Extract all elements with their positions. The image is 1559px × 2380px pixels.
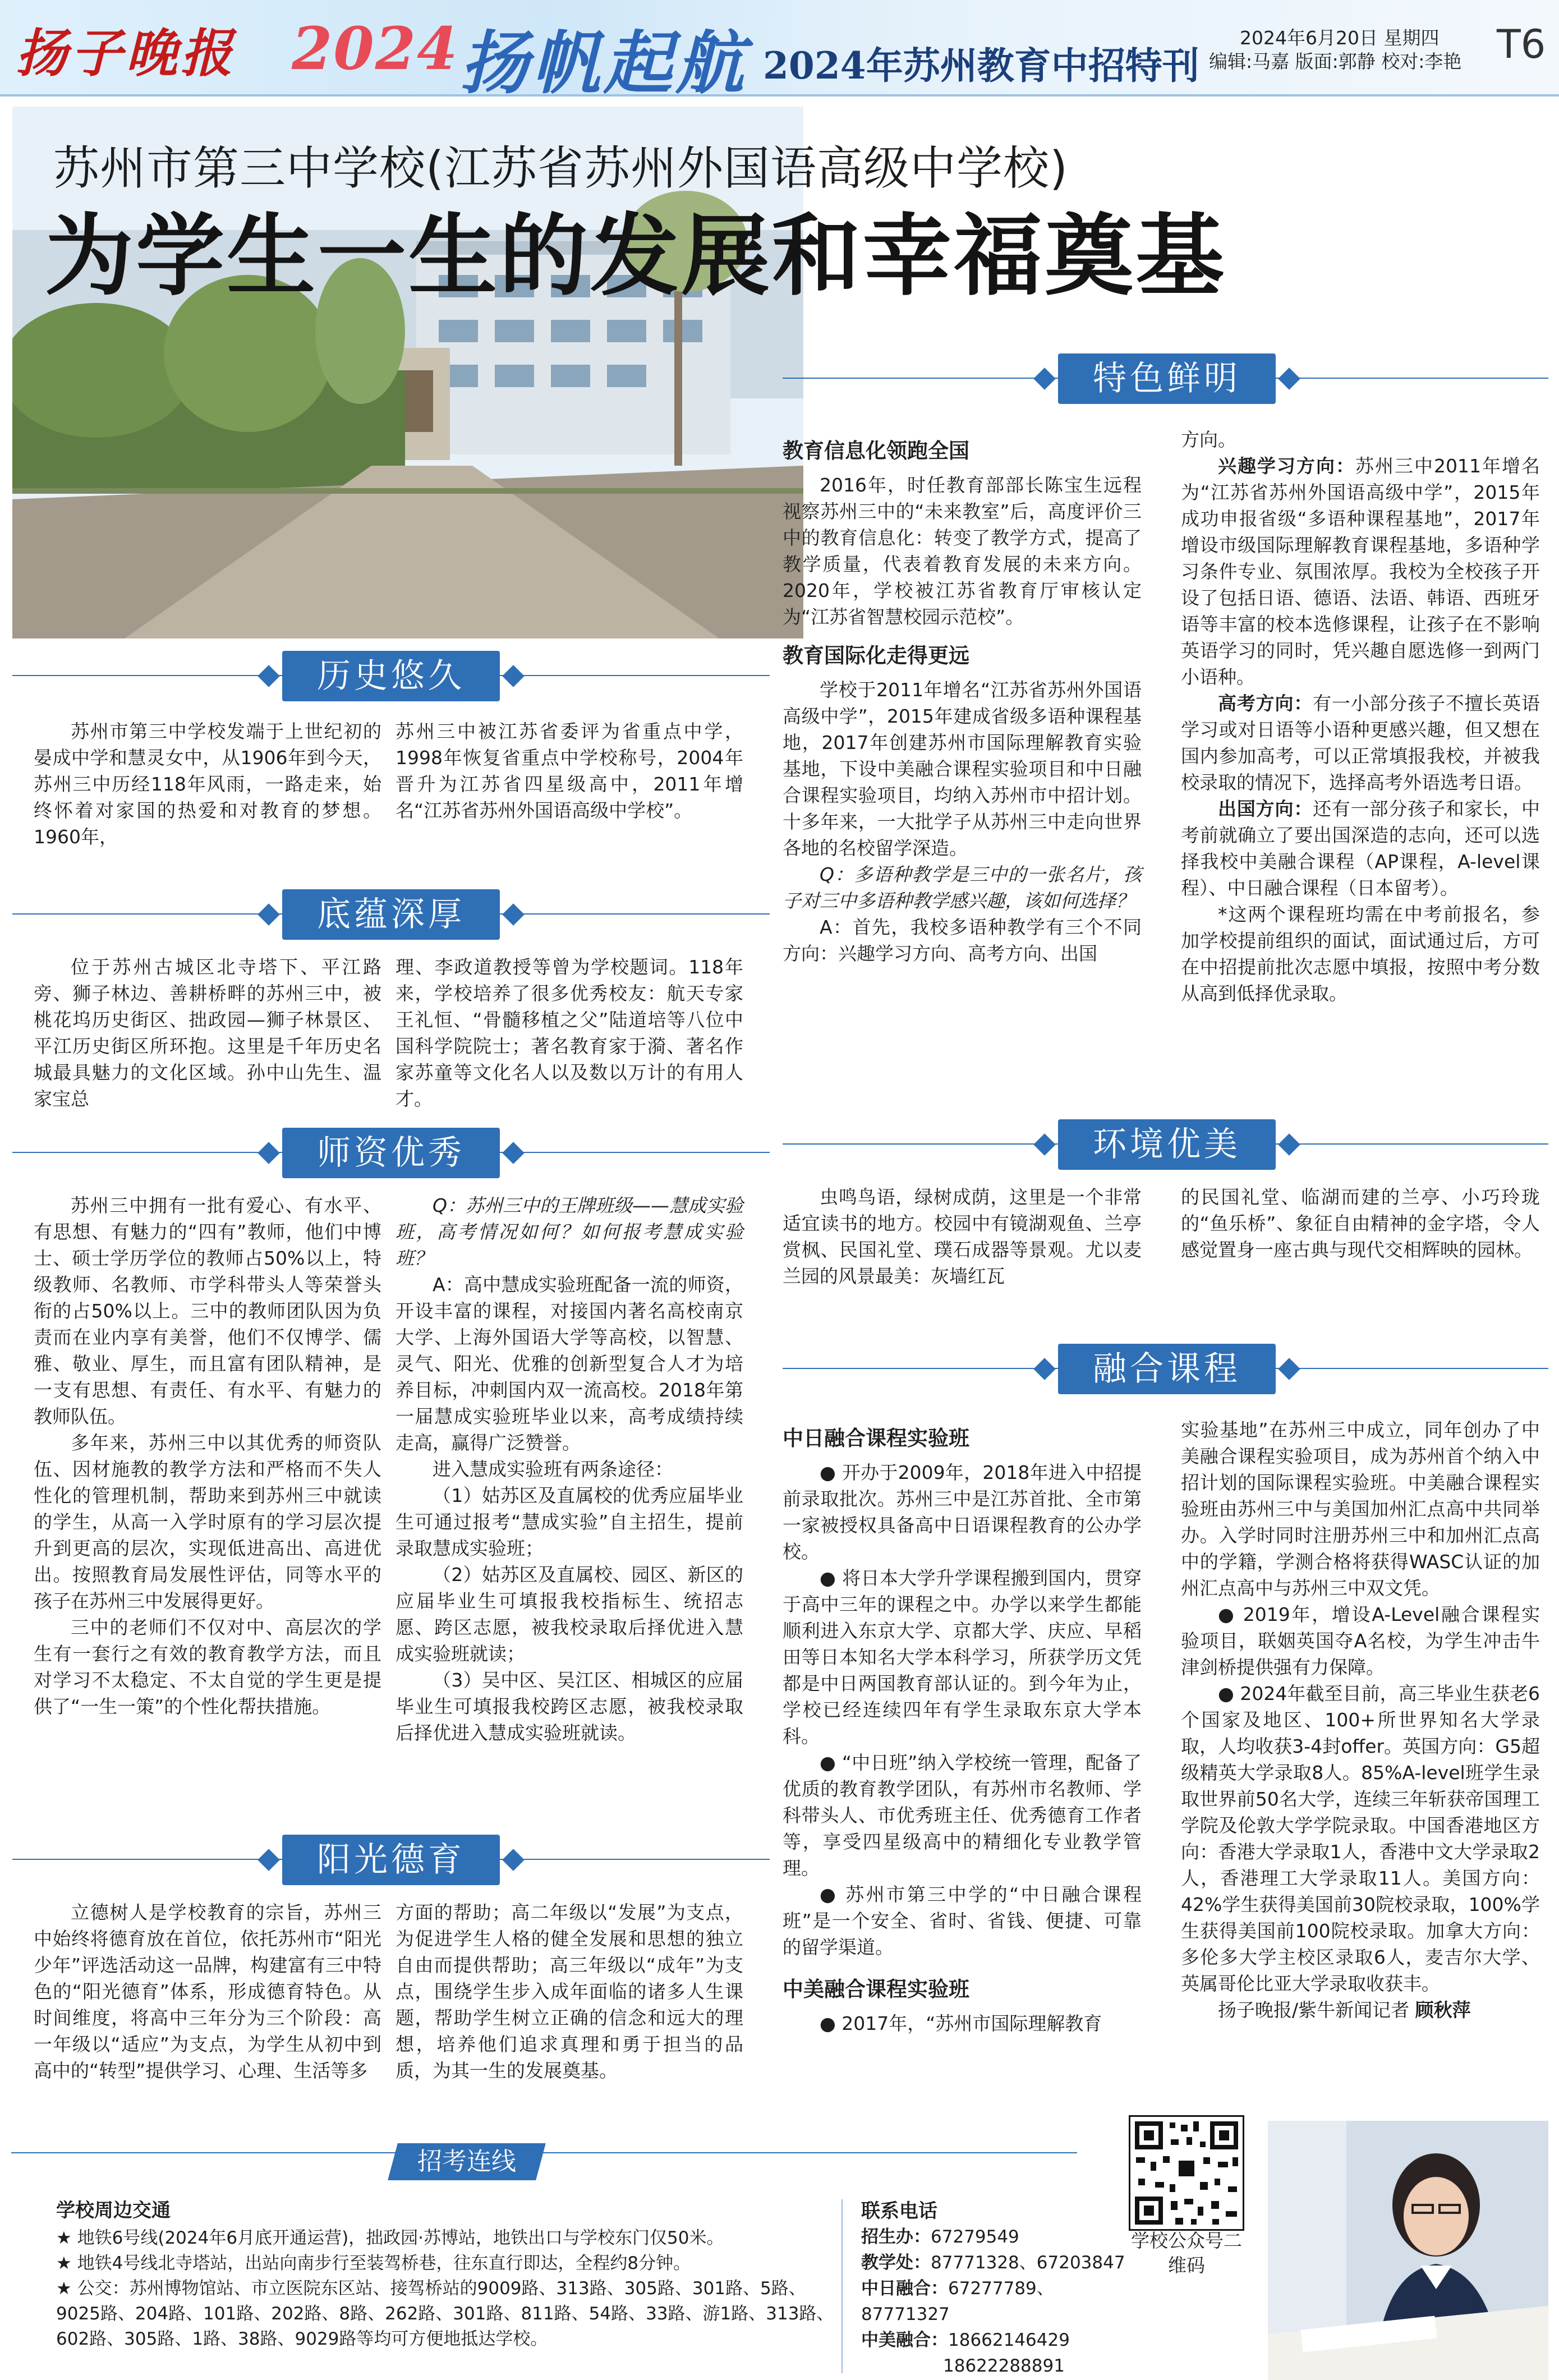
courses-bullet: ● 2017年，“苏州市国际理解教育 bbox=[820, 2013, 1102, 2034]
teachers-answer: 进入慧成实验班有两条途径： bbox=[433, 1458, 673, 1480]
byline bbox=[1181, 1997, 1540, 2023]
moral-column-1 bbox=[34, 1899, 381, 2084]
section-label-courses: 融合课程 bbox=[1058, 1344, 1276, 1394]
courses-column-2 bbox=[1181, 1417, 1540, 2023]
environment-column-1 bbox=[783, 1184, 1142, 1289]
environment-text-2: 的民国礼堂、临湖而建的兰亭、小巧玲珑的“鱼乐桥”、象征自由精神的金字塔，令人感觉置身一座古典与现代交相辉映的园林。 bbox=[1181, 1186, 1540, 1261]
diamond-icon bbox=[257, 903, 280, 926]
diamond-icon bbox=[1278, 367, 1300, 390]
masthead-divider bbox=[0, 94, 1559, 97]
direction-text: 方向。 bbox=[1181, 429, 1236, 451]
issue-date: 2024年6月20日 星期四 bbox=[1240, 27, 1440, 49]
courses-bullet: ● “中日班”纳入学校统一管理，配备了优质的教育教学团队，有苏州市名教师、学科带头人、市优秀班主任、优秀德育工作者等，享受四星级高中的精细化专业教学管理。 bbox=[783, 1752, 1142, 1879]
diamond-icon bbox=[1033, 367, 1056, 390]
features-column-2 bbox=[1181, 426, 1540, 1007]
section-header-courses bbox=[783, 1344, 1548, 1394]
diamond-icon bbox=[1278, 1133, 1300, 1156]
slogan-year: 2024 bbox=[292, 14, 459, 83]
direction-text: *这两个课程班均需在中考前报名，参加学校提前组织的面试，面试通过后，方可在中招提前批次志愿中填报，按照中考分数从高到低择优录取。 bbox=[1181, 903, 1540, 1004]
heritage-text-2: 理、李政道教授等曾为学校题词。118年来，学校培养了很多优秀校友：航天专家王礼恒、“骨髓移植之父”陆道培等八位中国科学院院士；著名教育家于漪、著名作家苏童等文化名人以及数以万计的有用人才。 bbox=[396, 956, 743, 1110]
contact-row bbox=[861, 2327, 1130, 2353]
transport-info bbox=[56, 2198, 841, 2352]
moral-text-2: 方面的帮助；高二年级以“发展”为支点，为促进学生人格的健全发展和思想的独立自由而提供帮助；高三年级以“成年”为支点，围绕学生步入成年面临的诸多人生课题，帮助学生树立正确的信念和远大的理想，培养他们追求真理和勇于担当的品质，为其一生的发展奠基。 bbox=[396, 1901, 743, 2082]
section-label-moral: 阳光德育 bbox=[282, 1835, 500, 1885]
teachers-answer: （3）吴中区、吴江区、相城区的应届毕业生可填报我校跨区志愿，被我校录取后择优进入慧成实验班就读。 bbox=[396, 1669, 743, 1744]
diamond-icon bbox=[257, 665, 280, 687]
direction-text: 还有一部分孩子和家长，中考前就确立了要出国深造的志向，还可以选择我校中美融合课程（AP课程，A-level课程）、中日融合课程（日本留考）。 bbox=[1181, 798, 1540, 899]
diamond-icon bbox=[1033, 1133, 1056, 1156]
section-header-teachers bbox=[12, 1128, 770, 1178]
page-number: T6 bbox=[1497, 21, 1546, 67]
features-answer: A：首先，我校多语种教学有三个不同方向：兴趣学习方向、高考方向、出国 bbox=[783, 916, 1142, 964]
transport-item: ★ 地铁6号线(2024年6月底开通运营)，拙政园·苏博站，地铁出口与学校东门仅50米。 bbox=[56, 2228, 724, 2248]
teachers-paragraph: 苏州三中拥有一批有爱心、有水平、有思想、有魅力的“四有”教师，他们中博士、硕士学历学位的教师占50%以上，特级教师、名教师、市学科带头人等荣誉头衔的占50%以上。三中的教师团队因为负责而在业内享有美誉，他们不仅博学、儒雅、敬业、厚生，而且富有团队精神，是一支有思想、有责任、有水平、有魅力的教师队伍。 bbox=[34, 1194, 381, 1427]
courses-bullet: ● 2024年截至目前，高三毕业生获老6个国家及地区、100+所世界知名大学录取，人均收获3-4封offer。英国方向：G5超级精英大学录取8人。85%A-level班学生录取世界前50名大学，连续三年斩获帝国理工学院及伦敦大学学院录取。中国香港地区方向：香港大学录取1人，香港中文大学录取2人，香港理工大学录取11人。美国方向：42%学生获得美国前30院校录取，100%学生获得美国前100院校录取。加拿大方向：多伦多大学主校区录取6人，麦吉尔大学、英属哥伦比亚大学录取收获丰。 bbox=[1181, 1683, 1540, 1995]
transport-item: ★ 地铁4号线北寺塔站，出站向南步行至装驾桥巷，往东直行即达，全程约8分钟。 bbox=[56, 2253, 691, 2273]
section-header-features bbox=[783, 353, 1548, 404]
diamond-icon bbox=[502, 1142, 525, 1164]
section-header-moral bbox=[12, 1835, 770, 1885]
features-subheading: 教育国际化走得更远 bbox=[783, 644, 969, 668]
diamond-icon bbox=[1033, 1358, 1056, 1380]
courses-column-1 bbox=[783, 1425, 1142, 2037]
contact-phone: 18622288891 bbox=[943, 2356, 1065, 2376]
diamond-icon bbox=[502, 903, 525, 926]
features-column-1 bbox=[783, 438, 1142, 967]
direction-lead: 高考方向： bbox=[1218, 692, 1313, 714]
history-column-2 bbox=[396, 718, 743, 824]
contact-label: 教学处： bbox=[861, 2253, 931, 2273]
heritage-column-1 bbox=[34, 954, 381, 1112]
teachers-answer: （2）姑苏区及直属校、园区、新区的应届毕业生可填报我校指标生、统招志愿、跨区志愿，被我校录取后择优进入慧成实验班就读； bbox=[396, 1564, 743, 1665]
contact-row bbox=[861, 2250, 1130, 2276]
features-paragraph: 2016年，时任教育部部长陈宝生远程视察苏州三中的“未来教室”后，高度评价三中的教育信息化：转变了教学方式，提高了教学质量，代表着教育发展的未来方向。2020年，学校被江苏省教育厅审核认定为“江苏省智慧校园示范校”。 bbox=[783, 474, 1142, 628]
heritage-column-2 bbox=[396, 954, 743, 1112]
history-text-1: 苏州市第三中学校发端于上世纪初的晏成中学和慧灵女中，从1906年到今天，苏州三中历经118年风雨，一路走来，始终怀着对家国的热爱和对教育的梦想。1960年， bbox=[34, 720, 381, 848]
teachers-column-1 bbox=[34, 1192, 381, 1720]
slogan bbox=[292, 8, 752, 103]
diamond-icon bbox=[502, 665, 525, 687]
section-label-features: 特色鲜明 bbox=[1058, 353, 1276, 404]
article-subtitle: 苏州市第三中学校(江苏省苏州外国语高级中学校) bbox=[53, 142, 1068, 195]
contact-phone: 67277789、87771327 bbox=[861, 2278, 1054, 2324]
contact-row bbox=[861, 2353, 1130, 2379]
courses-bullet: ● 2019年，增设A-Level融合课程实验项目，联姻英国夺A名校，为学生冲击牛津剑桥提供强有力保障。 bbox=[1181, 1603, 1540, 1678]
admissions-banner-label: 招考连线 bbox=[417, 2147, 516, 2176]
admissions-banner bbox=[388, 2143, 546, 2180]
diamond-icon bbox=[257, 1142, 280, 1164]
contact-label: 招生办： bbox=[861, 2227, 931, 2247]
courses-bullet: ● 苏州市第三中学的“中日融合课程班”是一个安全、省时、省钱、便捷、可靠的留学渠道。 bbox=[783, 1883, 1142, 1958]
courses-subheading: 中日融合课程实验班 bbox=[783, 1426, 969, 1450]
courses-subheading: 中美融合课程实验班 bbox=[783, 1977, 969, 2001]
history-text-2: 苏州三中被江苏省委评为省重点中学，1998年恢复省重点中学校称号，2004年晋升为江苏省四星级高中，2011年增名“江苏省苏州外国语高级中学校”。 bbox=[396, 720, 743, 821]
student-photo bbox=[1268, 2121, 1548, 2380]
article-headline: 为学生一生的发展和幸福奠基 bbox=[45, 205, 1226, 308]
contact-label: 中日融合： bbox=[861, 2278, 948, 2299]
transport-item: ★ 公交：苏州博物馆站、市立医院东区站、接驾桥站的9009路、313路、305路、301路、5路、9025路、204路、101路、202路、8路、262路、301路、811路、54路、33路、游1路、313路、602路、305路、1路、38路、9029路等均可方便地抵达学校。 bbox=[56, 2278, 834, 2349]
direction-lead: 出国方向： bbox=[1218, 798, 1313, 820]
section-header-heritage bbox=[12, 889, 770, 940]
contact-phone: 87771328、67203847 bbox=[931, 2253, 1125, 2273]
direction-text: 有一小部分孩子不擅长英语学习或对日语等小语种更感兴趣，但又想在国内参加高考，可以正常填报我校，并被我校录取的情况下，选择高考外语选考日语。 bbox=[1181, 692, 1540, 793]
admissions-column-divider bbox=[841, 2199, 843, 2373]
contact-row bbox=[861, 2224, 1130, 2250]
courses-bullet: 实验基地”在苏州三中成立，同年创办了中美融合课程实验项目，成为苏州首个纳入中招计划的国际课程实验班。中美融合课程实验班由苏州三中与美国加州汇点高中共同举办。入学时同时注册苏州三中和加州汇点高中的学籍，学测合格将获得WASC认证的加州汇点高中与苏州三中双文凭。 bbox=[1181, 1419, 1540, 1599]
section-label-heritage: 底蕴深厚 bbox=[282, 889, 500, 940]
heritage-text-1: 位于苏州古城区北寺塔下、平江路旁、狮子林边、善耕桥畔的苏州三中，被桃花坞历史街区、拙政园—狮子林景区、平江历史街区所环抱。这里是千年历史名城最具魅力的文化区域。孙中山先生、温家宝总 bbox=[34, 956, 381, 1110]
diamond-icon bbox=[257, 1849, 280, 1871]
teachers-paragraph: 多年来，苏州三中以其优秀的师资队伍、因材施教的教学方法和严格而不失人性化的管理机制，帮助来到苏州三中就读的学生，从高一入学时原有的学习层次提升到更高的层次，实现低进高出、高进优出。按照教育局发展性评估，同等水平的孩子在苏州三中发展得更好。 bbox=[34, 1432, 381, 1612]
contact-label: 中美融合： bbox=[861, 2330, 948, 2350]
courses-bullet: ● 将日本大学升学课程搬到国内，贯穿于高中三年的课程之中。办学以来学生都能顺利进入东京大学、京都大学、庆应、早稻田等日本知名大学本科学习，所获学历文凭都是中日两国教育部认证的。到今年为止，学校已经连续四年有学生录取东京大学本科。 bbox=[783, 1567, 1142, 1747]
section-header-environment bbox=[783, 1119, 1548, 1170]
courses-bullet: ● 开办于2009年，2018年进入中招提前录取批次。苏州三中是江苏首批、全市第一家被授权具备高中日语课程教育的公办学校。 bbox=[783, 1462, 1142, 1563]
student-illustration bbox=[1268, 2121, 1548, 2380]
contact-row bbox=[861, 2276, 1130, 2327]
teachers-answer: （1）姑苏区及直属校的优秀应届毕业生可通过报考“慧成实验”自主招生，提前录取慧成实验班； bbox=[396, 1485, 743, 1559]
section-label-environment: 环境优美 bbox=[1058, 1119, 1276, 1170]
teachers-paragraph: 三中的老师们不仅对中、高层次的学生有一套行之有效的教育教学方法，而且对学习不太稳定、不太自觉的学生更是提供了“一生一策”的个性化帮扶措施。 bbox=[34, 1616, 381, 1717]
qr-pattern bbox=[1130, 2117, 1243, 2229]
teachers-column-2 bbox=[396, 1192, 743, 1746]
contact-phone: 18662146429 bbox=[948, 2330, 1070, 2350]
newspaper-logo: 扬子晚报 bbox=[16, 23, 236, 84]
environment-text-1: 虫鸣鸟语，绿树成荫，这里是一个非常适宜读书的地方。校园中有镜湖观鱼、兰亭赏枫、民国礼堂、璞石成器等景观。尤以麦兰园的风景最美：灰墙红瓦 bbox=[783, 1186, 1142, 1287]
section-label-teachers: 师资优秀 bbox=[282, 1128, 500, 1178]
qr-label: 学校公众号二维码 bbox=[1131, 2230, 1242, 2276]
section-header-history bbox=[12, 651, 770, 701]
transport-title: 学校周边交通 bbox=[56, 2199, 171, 2222]
contact-phone: 67279549 bbox=[931, 2227, 1019, 2247]
byline-prefix: 扬子晚报/紫牛新闻记者 bbox=[1218, 1999, 1410, 2021]
features-paragraph: 学校于2011年增名“江苏省苏州外国语高级中学”，2015年建成省级多语种课程基地，2017年创建苏州市国际理解教育实验基地，下设中美融合课程实验项目和中日融合课程实验项目，均纳入苏州市中招计划。十多年来，一大批学子从苏州三中走向世界各地的名校留学深造。 bbox=[783, 679, 1142, 859]
qr-code-icon[interactable] bbox=[1129, 2115, 1244, 2231]
section-label-history: 历史悠久 bbox=[282, 651, 500, 701]
features-question: Q：多语种教学是三中的一张名片，孩子对三中多语种教学感兴趣，该如何选择？ bbox=[783, 863, 1142, 912]
teachers-answer: A：高中慧成实验班配备一流的师资，开设丰富的课程，对接国内著名高校南京大学、上海外国语大学等高校，以智慧、灵气、阳光、优雅的创新型复合人才为培养目标，冲刺国内双一流高校。2018年第一届慧成实验班毕业以来，高考成绩持续走高，赢得广泛赞誉。 bbox=[396, 1274, 743, 1454]
contact-info bbox=[861, 2198, 1130, 2379]
direction-text: 苏州三中2011年增名为“江苏省苏州外国语高级中学”，2015年成功申报省级“多语种课程基地”，2017年增设市级国际理解教育课程基地，多语种学习条件专业、氛围浓厚。我校为全校孩子开设了包括日语、德语、法语、韩语、西班牙语等丰富的校本选修课程，让孩子在不影响英语学习的同时，凭兴趣自愿选修一到两门小语种。 bbox=[1181, 455, 1540, 688]
teachers-question: Q：苏州三中的王牌班级——慧成实验班，高考情况如何？如何报考慧成实验班？ bbox=[396, 1194, 743, 1269]
diamond-icon bbox=[1278, 1358, 1300, 1380]
moral-text-1: 立德树人是学校教育的宗旨，苏州三中始终将德育放在首位，依托苏州市“阳光少年”评选活动这一品牌，构建富有三中特色的“阳光德育”体系，形成德育特色。从时间维度，将高中三年分为三个阶段：高一年级以“适应”为支点，为学生从初中到高中的“转型”提供学习、心理、生活等多 bbox=[34, 1901, 381, 2082]
history-column-1 bbox=[34, 718, 381, 850]
byline-name: 顾秋萍 bbox=[1415, 1999, 1471, 2021]
special-issue-title: 2024年苏州教育中招特刊 bbox=[763, 44, 1199, 88]
diamond-icon bbox=[502, 1849, 525, 1871]
editor-credits: 编辑:马嘉 版面:郭静 校对:李艳 bbox=[1209, 50, 1462, 72]
moral-column-2 bbox=[396, 1899, 743, 2084]
environment-column-2 bbox=[1181, 1184, 1540, 1263]
contact-title: 联系电话 bbox=[861, 2200, 937, 2222]
direction-lead: 兴趣学习方向： bbox=[1218, 455, 1356, 477]
admissions-divider bbox=[11, 2152, 1077, 2153]
slogan-text: 扬帆起航 bbox=[460, 22, 747, 103]
features-subheading: 教育信息化领跑全国 bbox=[783, 439, 969, 463]
